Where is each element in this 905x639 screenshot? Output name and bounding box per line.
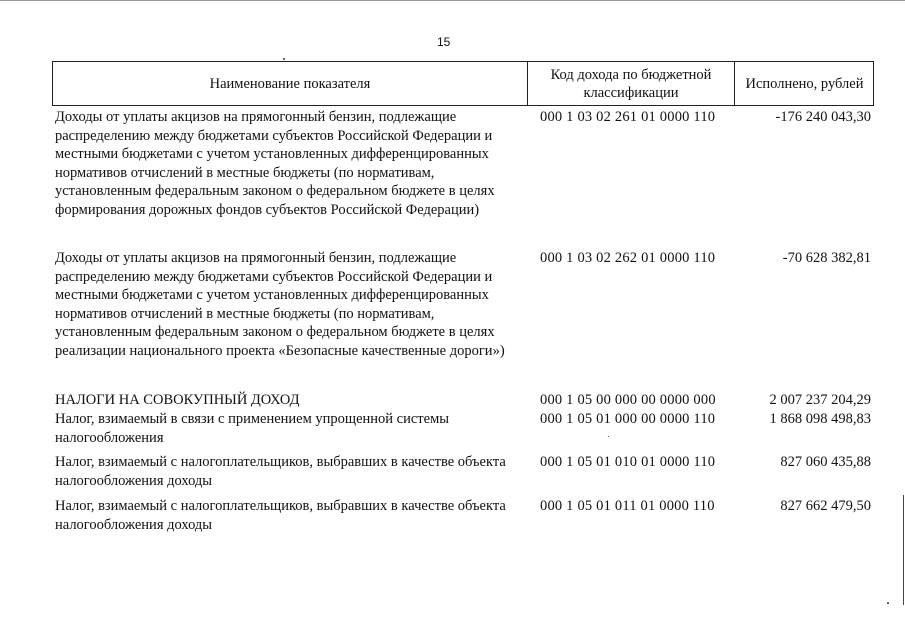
page-top-edge <box>0 0 905 1</box>
row-name: Налог, взимаемый с налогоплательщиков, выбравших в качестве объекта налогообложения доходы <box>55 498 506 533</box>
header-name: Наименование показателя <box>209 75 371 92</box>
scan-speck <box>283 58 285 60</box>
header-code: Код дохода по бюджетной классификации <box>550 66 712 101</box>
row-amount: 1 868 098 498,83 <box>769 411 871 427</box>
row-amount: -176 240 043,30 <box>775 109 871 125</box>
row-name: Налог, взимаемый с налогоплательщиков, выбравших в качестве объекта налогообложения доходы <box>55 454 506 489</box>
page-number: 15 <box>437 35 451 49</box>
column-divider <box>527 61 528 106</box>
scan-speck <box>887 602 889 604</box>
row-amount: 827 060 435,88 <box>780 454 871 470</box>
row-code: 000 1 05 01 010 01 0000 110 <box>540 454 716 470</box>
page-right-edge-mark <box>903 495 904 605</box>
row-amount: 827 662 479,50 <box>780 498 871 514</box>
header-amount: Исполнено, рублей <box>745 75 864 92</box>
row-amount: -70 628 382,81 <box>782 250 871 266</box>
row-name: Доходы от уплаты акцизов на прямогонный бензин, подлежащие распределению между бюджетами субъектов Российской Федерации и местными бюджетами с учетом установленных дифференцированных нормативов отчислений в местные бюджеты (по нормативам, установленным федеральным законом о федеральном бюджете в целях реализации национального проекта «Безопасные качественные дороги») <box>55 250 505 359</box>
row-name: Налог, взимаемый в связи с применением упрощенной системы налогообложения <box>55 411 449 446</box>
row-code: 000 1 03 02 261 01 0000 110 <box>540 109 716 125</box>
row-name: Доходы от уплаты акцизов на прямогонный бензин, подлежащие распределению между бюджетами субъектов Российской Федерации и местными бюджетами с учетом установленных дифференцированных нормативов отчислений в местные бюджеты (по нормативам, установленным федеральным законом о федеральном бюджете в целях формирования дорожных фондов субъектов Российской Федерации) <box>55 109 495 218</box>
row-code: 000 1 05 01 000 00 0000 110 <box>540 411 716 427</box>
row-code: 000 1 03 02 262 01 0000 110 <box>540 250 716 266</box>
scan-speck <box>608 436 609 437</box>
row-name: НАЛОГИ НА СОВОКУПНЫЙ ДОХОД <box>55 392 300 408</box>
row-amount: 2 007 237 204,29 <box>769 392 871 408</box>
row-code: 000 1 05 00 000 00 0000 000 <box>540 392 716 408</box>
row-code: 000 1 05 01 011 01 0000 110 <box>540 498 715 514</box>
